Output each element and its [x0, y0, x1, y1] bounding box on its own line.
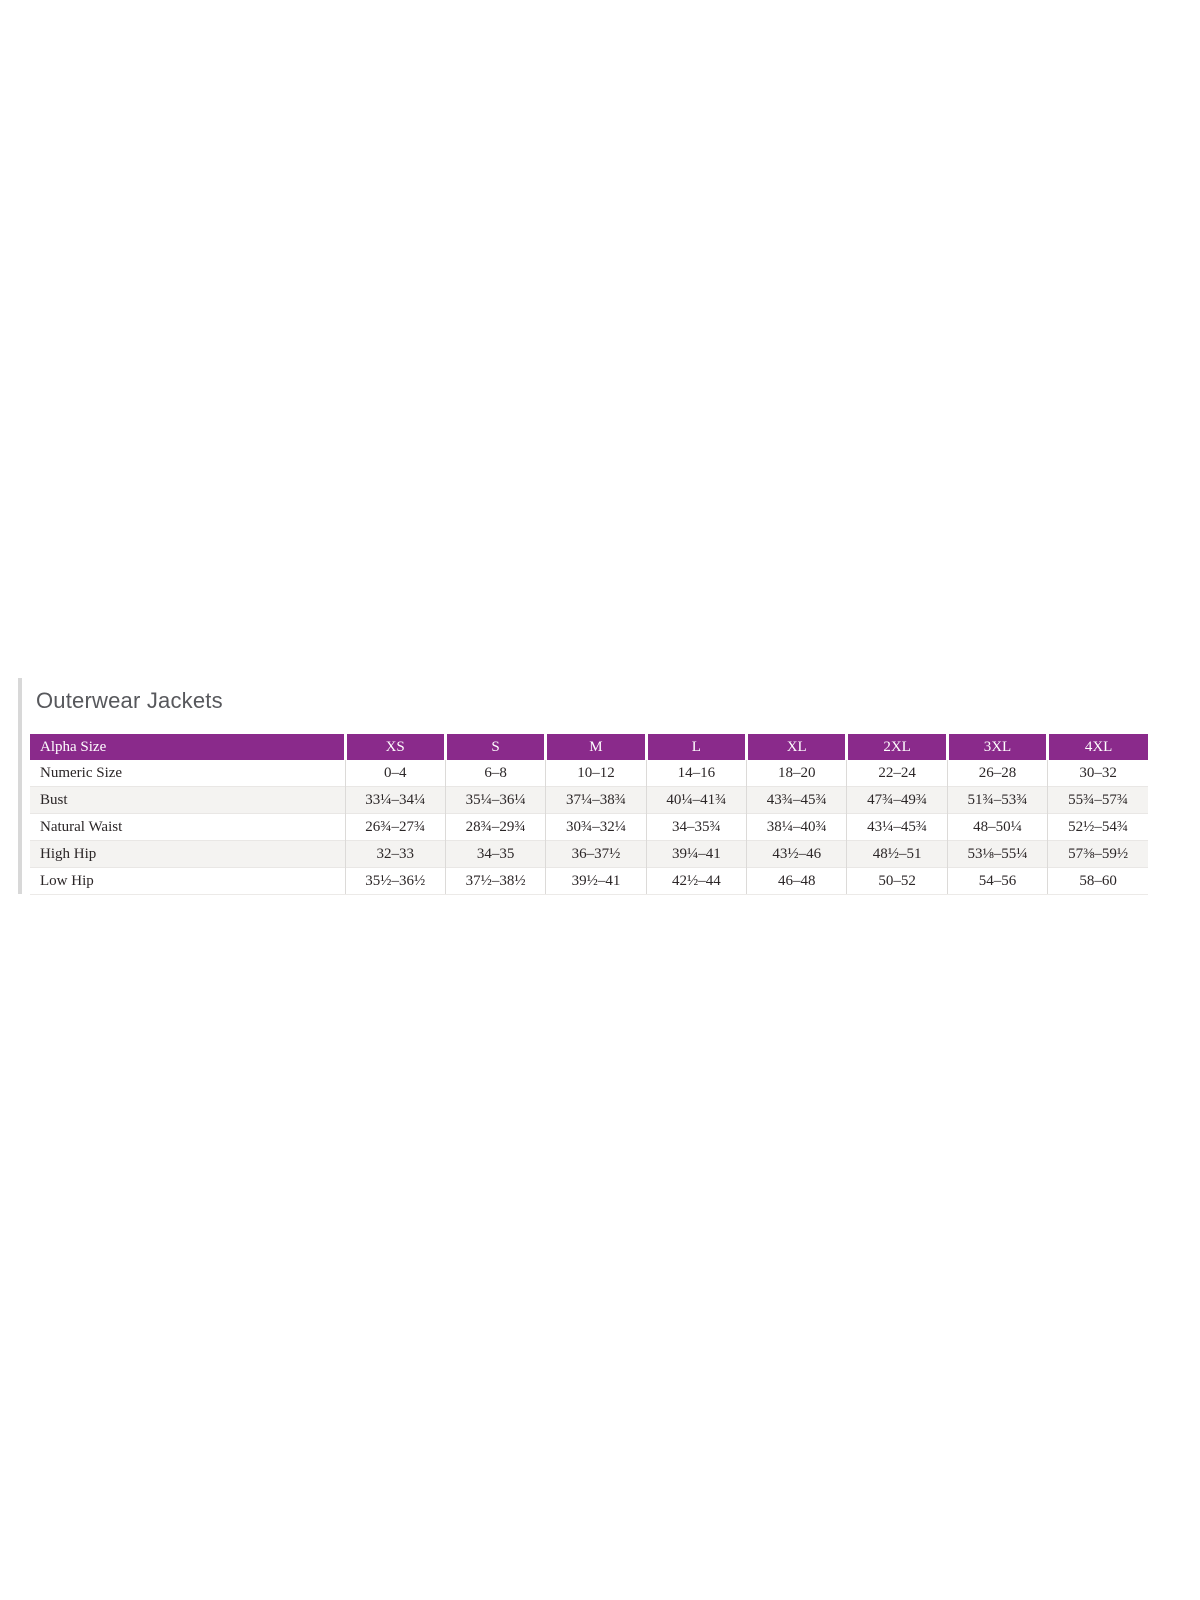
size-cell: 26¾–27¾ [345, 814, 445, 841]
row-label-cell: Natural Waist [30, 814, 345, 841]
size-cell: 6–8 [445, 760, 545, 787]
alpha-size-header: Alpha Size [30, 734, 345, 760]
size-cell: 35¼–36¼ [445, 787, 545, 814]
size-cell: 40¼–41¾ [646, 787, 746, 814]
table-row-high-hip [30, 841, 1148, 868]
size-cell: 22–24 [847, 760, 947, 787]
size-column-header-3xl: 3XL [947, 734, 1047, 760]
size-cell: 43¼–45¾ [847, 814, 947, 841]
size-cell: 10–12 [546, 760, 646, 787]
table-row-numeric-size [30, 760, 1148, 787]
size-cell: 43¾–45¾ [747, 787, 847, 814]
size-cell: 47¾–49¾ [847, 787, 947, 814]
row-label-cell: High Hip [30, 841, 345, 868]
size-cell: 26–28 [947, 760, 1047, 787]
size-cell: 55¾–57¾ [1048, 787, 1148, 814]
size-cell: 53⅛–55¼ [947, 841, 1047, 868]
size-column-header-l: L [646, 734, 746, 760]
table-header-row [30, 734, 1148, 760]
size-cell: 43½–46 [747, 841, 847, 868]
size-cell: 52½–54¾ [1048, 814, 1148, 841]
size-cell: 34–35¾ [646, 814, 746, 841]
size-column-header-s: S [445, 734, 545, 760]
size-cell: 14–16 [646, 760, 746, 787]
size-cell: 54–56 [947, 868, 1047, 895]
size-cell: 51¾–53¾ [947, 787, 1047, 814]
size-cell: 18–20 [747, 760, 847, 787]
size-cell: 58–60 [1048, 868, 1148, 895]
size-column-header-xs: XS [345, 734, 445, 760]
size-cell: 48–50¼ [947, 814, 1047, 841]
size-cell: 0–4 [345, 760, 445, 787]
size-cell: 39¼–41 [646, 841, 746, 868]
size-cell: 30–32 [1048, 760, 1148, 787]
size-cell: 37¼–38¾ [546, 787, 646, 814]
size-cell: 28¾–29¾ [445, 814, 545, 841]
section-left-rule [18, 678, 22, 894]
size-column-header-xl: XL [747, 734, 847, 760]
row-label-cell: Bust [30, 787, 345, 814]
size-cell: 30¾–32¼ [546, 814, 646, 841]
size-column-header-4xl: 4XL [1048, 734, 1148, 760]
size-cell: 35½–36½ [345, 868, 445, 895]
size-cell: 42½–44 [646, 868, 746, 895]
table-row-bust [30, 787, 1148, 814]
row-label-cell: Low Hip [30, 868, 345, 895]
size-cell: 38¼–40¾ [747, 814, 847, 841]
size-cell: 36–37½ [546, 841, 646, 868]
section-title: Outerwear Jackets [36, 688, 223, 713]
size-cell: 48½–51 [847, 841, 947, 868]
size-cell: 33¼–34¼ [345, 787, 445, 814]
size-cell: 37½–38½ [445, 868, 545, 895]
size-cell: 34–35 [445, 841, 545, 868]
table-row-low-hip [30, 868, 1148, 895]
size-cell: 57⅜–59½ [1048, 841, 1148, 868]
size-cell: 32–33 [345, 841, 445, 868]
row-label-cell: Numeric Size [40, 764, 123, 781]
size-chart-table [30, 734, 1148, 895]
size-cell: 50–52 [847, 868, 947, 895]
size-cell: 46–48 [747, 868, 847, 895]
size-cell: 39½–41 [546, 868, 646, 895]
size-column-header-2xl: 2XL [847, 734, 947, 760]
table-row-natural-waist [30, 814, 1148, 841]
size-column-header-m: M [546, 734, 646, 760]
